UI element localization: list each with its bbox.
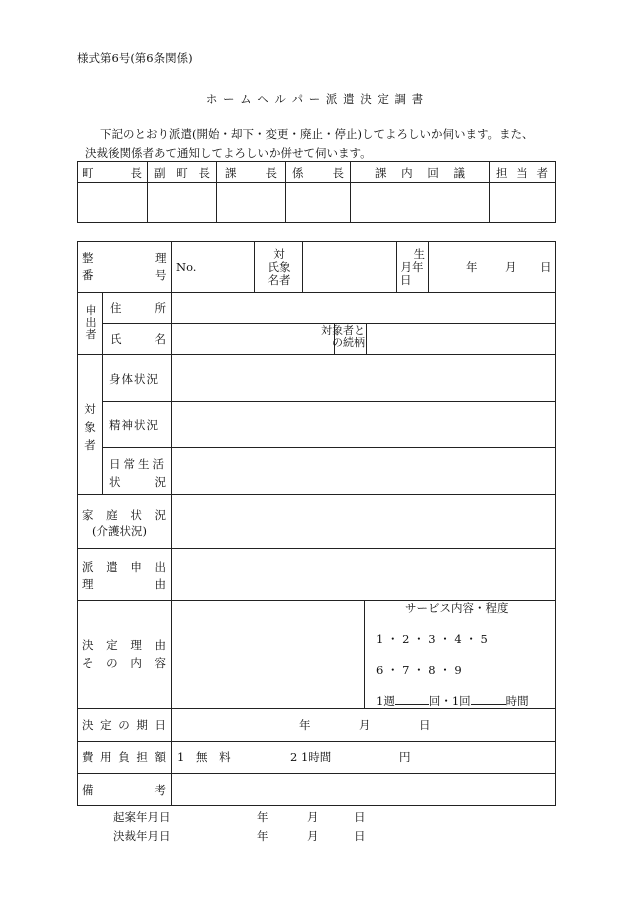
approval-col-divider <box>489 161 490 223</box>
taisho-name-label <box>256 248 302 287</box>
name-label <box>110 332 166 346</box>
label-char: 用 <box>100 750 112 764</box>
body-status-label: 身体状況 <box>109 372 159 386</box>
label-char: 町 <box>176 166 188 180</box>
label-char: 出 <box>85 316 97 329</box>
row-divider <box>77 354 556 355</box>
label-line: 対 <box>273 247 285 261</box>
label-char: 決 <box>82 638 94 652</box>
label-char: 名 <box>154 332 166 346</box>
label-char: 決 <box>82 718 94 732</box>
label-char: 内 <box>401 166 413 180</box>
intro-line-1: 下記のとおり派遣(開始・却下・変更・廃止・停止)してよろしいか伺います。また、 <box>100 127 534 141</box>
label-char: 者 <box>85 328 97 341</box>
draft-month-unit: 月 <box>307 810 319 824</box>
approval-col-divider <box>350 161 351 223</box>
fee-free-option: 1 無 料 <box>177 750 231 764</box>
label-char: 所 <box>154 301 166 315</box>
col-divider <box>254 241 255 292</box>
label-char: 況 <box>154 508 166 522</box>
label-char: 長 <box>332 166 344 180</box>
label-char: 容 <box>154 656 166 670</box>
decision-day-unit: 日 <box>419 718 431 732</box>
col-divider <box>364 600 365 708</box>
birth-date-label <box>397 248 427 287</box>
label-char: 備 <box>82 783 94 797</box>
label-char: 氏 <box>110 332 122 346</box>
row-divider <box>77 494 556 495</box>
draft-year-unit: 年 <box>257 810 269 824</box>
label-char: 定 <box>100 718 112 732</box>
label-char: 状 <box>109 475 121 489</box>
label-char: 庭 <box>106 508 118 522</box>
label-line: 月年 <box>400 260 424 274</box>
row-divider <box>77 741 556 742</box>
label-char: 申 <box>130 560 142 574</box>
decision-reason-label-1 <box>82 638 166 652</box>
label-char: 状 <box>130 508 142 522</box>
label-char: 由 <box>154 638 166 652</box>
birth-day-unit: 日 <box>540 260 552 274</box>
approval-header-tantosha <box>496 166 548 180</box>
label-char: 町 <box>82 166 94 180</box>
label-char: 担 <box>136 750 148 764</box>
label-char: 定 <box>106 638 118 652</box>
label-char: 当 <box>516 166 528 180</box>
service-times-label: 回・1回 <box>428 694 471 708</box>
label-char: 副 <box>154 166 166 180</box>
family-status-label <box>82 508 166 522</box>
label-char: 象 <box>84 420 96 434</box>
times-blank[interactable] <box>395 693 429 705</box>
label-char: 日 <box>154 718 166 732</box>
draft-date-label: 起案年月日 <box>113 810 171 824</box>
approval-col-divider <box>216 161 217 223</box>
dispatch-reason-label-1 <box>82 560 166 574</box>
approval-col-divider <box>147 161 148 223</box>
form-number: 様式第6号(第6条関係) <box>77 51 193 65</box>
label-char: 者 <box>84 438 96 452</box>
row-divider <box>77 548 556 549</box>
approval-day-unit: 日 <box>354 829 366 843</box>
fee-label <box>82 750 166 764</box>
seiri-char: 整 <box>82 251 94 265</box>
address-label <box>110 301 166 315</box>
label-col-divider <box>171 241 172 806</box>
decision-reason-label-2 <box>82 656 166 670</box>
label-char: 係 <box>292 166 304 180</box>
label-line: 生 <box>413 247 425 261</box>
label-char: 期 <box>136 718 148 732</box>
label-char: 住 <box>110 301 122 315</box>
remarks-label <box>82 783 166 797</box>
birth-month-unit: 月 <box>505 260 517 274</box>
no-label: No. <box>176 260 197 274</box>
label-char: の <box>106 656 118 670</box>
hours-blank[interactable] <box>471 693 506 705</box>
label-char: 額 <box>154 750 166 764</box>
row-divider <box>77 773 556 774</box>
label-char: 課 <box>225 166 237 180</box>
label-char: 回 <box>427 166 439 180</box>
family-care-label: (介護状況) <box>92 524 147 538</box>
seiri-char: 号 <box>155 268 167 282</box>
label-char: 議 <box>453 166 465 180</box>
label-char: そ <box>82 656 94 670</box>
row-divider <box>77 708 556 709</box>
label-char: 費 <box>82 750 94 764</box>
label-char: 派 <box>82 560 94 574</box>
service-frequency <box>376 693 529 708</box>
approval-header-kakaricho <box>292 166 344 180</box>
service-options-row-2: 6 ・ 7 ・ 8 ・ 9 <box>376 663 462 677</box>
decision-year-unit: 年 <box>299 718 311 732</box>
label-char: 担 <box>496 166 508 180</box>
label-char: 遣 <box>106 560 118 574</box>
label-line: 日 <box>400 273 412 287</box>
approval-date-label: 決裁年月日 <box>113 829 171 843</box>
service-options-row-1: 1 ・ 2 ・ 3 ・ 4 ・ 5 <box>376 632 488 646</box>
daily-life-label-1: 日常生活 <box>109 457 167 471</box>
fee-yen-unit: 円 <box>399 750 411 764</box>
label-char: 対 <box>84 402 96 416</box>
label-char: の <box>118 718 130 732</box>
col-divider <box>366 323 367 354</box>
label-char: 家 <box>82 508 94 522</box>
label-char: 長 <box>265 166 277 180</box>
label-line: の続柄 <box>332 336 365 349</box>
label-char: 者 <box>536 166 548 180</box>
label-char: 考 <box>154 783 166 797</box>
fee-paid-option: 2 1時間 <box>290 750 332 764</box>
group-col-divider <box>102 292 103 494</box>
label-line: 対象者と <box>321 324 365 337</box>
label-char: 課 <box>375 166 387 180</box>
dispatch-reason-label-2 <box>82 577 166 591</box>
service-week-label: 1週 <box>376 694 395 708</box>
label-char: 況 <box>154 475 166 489</box>
label-char: 長 <box>130 166 142 180</box>
intro-line-2: 決裁後関係者あて通知してよろしいか併せて伺います。 <box>85 146 372 160</box>
service-title: サービス内容・程度 <box>405 601 509 615</box>
row-divider <box>77 292 556 293</box>
approval-header-divider <box>77 182 556 183</box>
approval-col-divider <box>285 161 286 223</box>
relation-label <box>321 324 365 349</box>
approval-year-unit: 年 <box>257 829 269 843</box>
col-divider <box>428 241 429 292</box>
subject-group-label <box>83 400 97 454</box>
label-char: 負 <box>118 750 130 764</box>
label-char: 内 <box>130 656 142 670</box>
label-char: 長 <box>198 166 210 180</box>
draft-day-unit: 日 <box>354 810 366 824</box>
approval-header-fukuchocho <box>154 166 210 180</box>
seiri-char: 理 <box>155 251 167 265</box>
birth-year-unit: 年 <box>466 260 478 274</box>
decision-date-label <box>82 718 166 732</box>
decision-month-unit: 月 <box>359 718 371 732</box>
label-char: 由 <box>154 577 166 591</box>
label-char: 申 <box>85 304 97 317</box>
document-title: ホ ー ム ヘ ル パ ー 派 遣 決 定 調 書 <box>205 92 425 106</box>
service-hours-label: 時間 <box>505 694 529 708</box>
col-divider <box>302 241 303 292</box>
daily-life-label-2 <box>109 475 166 489</box>
approval-header-chocho <box>82 166 142 180</box>
approval-header-kanai-kaigi <box>375 166 465 180</box>
approval-header-kacho <box>225 166 277 180</box>
mental-status-label: 精神状況 <box>109 418 159 432</box>
label-line: 氏象 <box>267 260 291 274</box>
applicant-group-label <box>84 305 98 341</box>
label-char: 理 <box>130 638 142 652</box>
approval-month-unit: 月 <box>307 829 319 843</box>
label-char: 出 <box>154 560 166 574</box>
label-line: 名者 <box>267 273 291 287</box>
seiri-char: 番 <box>82 268 94 282</box>
label-char: 理 <box>82 577 94 591</box>
